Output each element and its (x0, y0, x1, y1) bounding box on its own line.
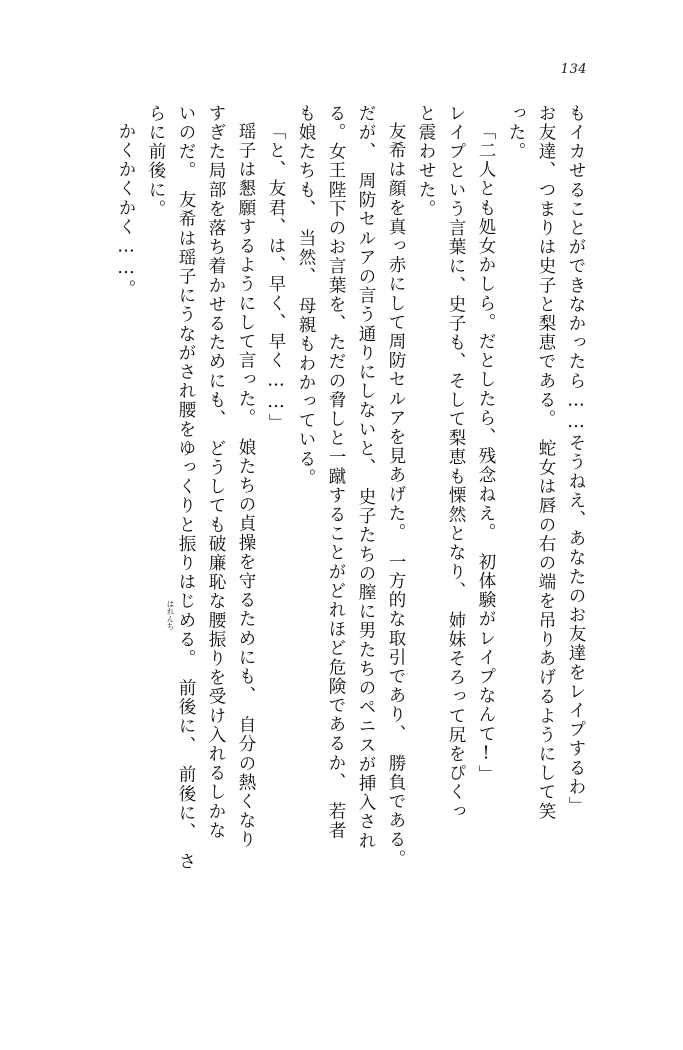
text-line: も娘たちも、 当然、 母親もわかっている。 (296, 104, 316, 488)
text-line: お友達、つまりは史子と梨恵である。 蛇女は唇の右の端を吊りあげるようにして笑 (536, 104, 556, 822)
text-line: る。女王陛下のお言葉を、ただの脅しと一蹴することがどれほど危険であるか、 若者 (326, 104, 346, 841)
text-line: いのだ。 友希は瑶子にうながされ腰をゆっくりと振りはじめる。 前後に、 前後に、 さ (176, 104, 196, 872)
text-line: 「二人とも処女かしら。だとしたら、残念ねえ。 初体験がレイプなんて!」 (476, 122, 496, 785)
page-number: 134 (560, 62, 587, 77)
text-line: すぎた局部を落ち着かせるためにも、 どうしても破廉恥な腰振りを受け入れるしかな (206, 104, 226, 841)
text-line: 「と、友君、は、早く、早く……」 (266, 122, 286, 433)
text-line: と震わせた。 (416, 104, 436, 219)
text-line: った。 (506, 104, 526, 162)
text-line: 友希は顔を真っ赤にして周防セルアを見あげた。 一方的な取引であり、 勝負である。 (386, 122, 406, 869)
text-line: レイプという言葉に、史子も、そして梨恵も慄然となり、 姉妹そろって尻をぴくっ (446, 104, 466, 822)
text-line: かくかくかく……。 (116, 122, 136, 299)
vertical-text-body (40, 104, 591, 984)
text-line: 瑶子は懇願するようにして言った。 娘たちの貞操を守るためにも、 自分の熱くなり (236, 122, 256, 850)
text-line: らに前後に。 (146, 104, 166, 219)
text-line: だが、 周防セルアの言う通りにしないと、 史子たちの膣に男たちのペニスが挿入され (356, 104, 376, 851)
text-line: もイカせることができなかったら……そうねえ、あなたのお友達をレイプするわ」 (566, 104, 586, 816)
ruby-annotation-harenchi: はれんち (166, 600, 175, 630)
